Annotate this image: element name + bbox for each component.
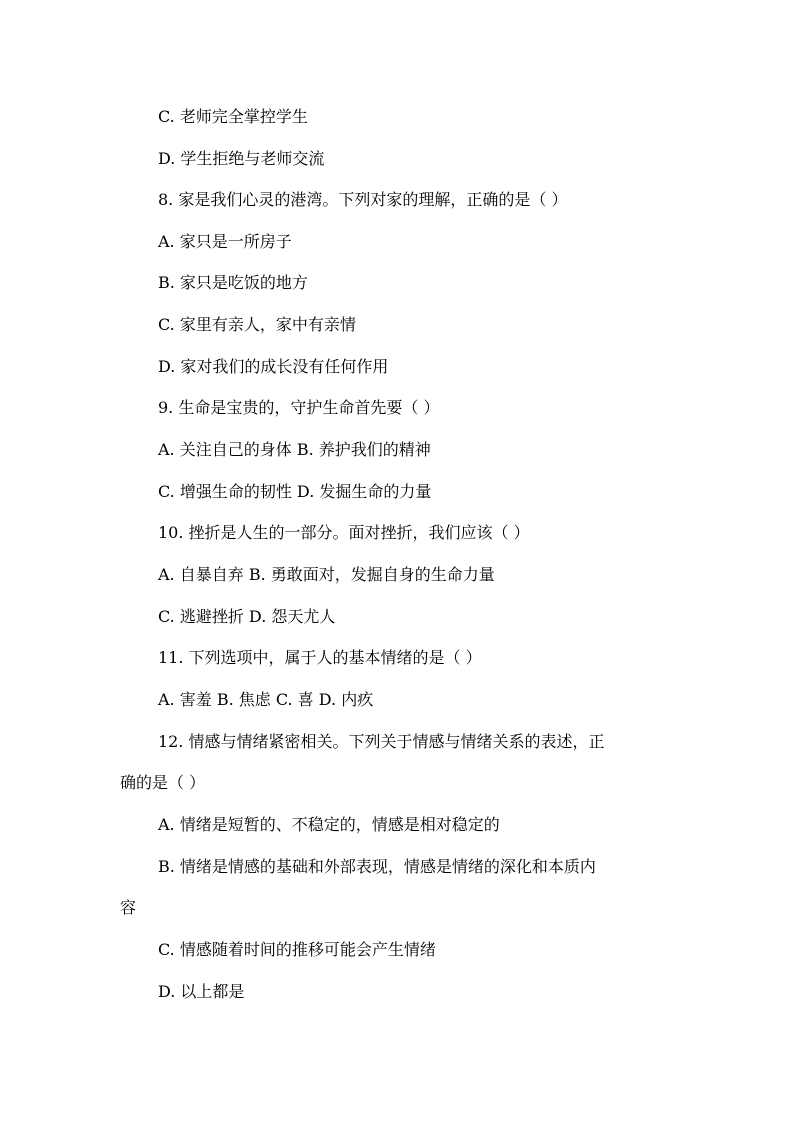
question-12-line-2: 确的是（ ） bbox=[120, 773, 206, 792]
q8-option-d: D. 家对我们的成长没有任何作用 bbox=[158, 357, 389, 376]
q8-option-a: A. 家只是一所房子 bbox=[158, 232, 292, 251]
q12-option-c: C. 情感随着时间的推移可能会产生情绪 bbox=[158, 940, 436, 959]
question-11: 11. 下列选项中，属于人的基本情绪的是（ ） bbox=[158, 648, 482, 667]
q10-options-cd: C. 逃避挫折 D. 怨天尤人 bbox=[158, 607, 336, 626]
q10-options-ab: A. 自暴自弃 B. 勇敢面对，发掘自身的生命力量 bbox=[158, 565, 495, 584]
question-8: 8. 家是我们心灵的港湾。下列对家的理解，正确的是（ ） bbox=[158, 190, 568, 209]
q8-option-c: C. 家里有亲人，家中有亲情 bbox=[158, 315, 356, 334]
q9-options-cd: C. 增强生命的韧性 D. 发掘生命的力量 bbox=[158, 482, 432, 501]
question-9: 9. 生命是宝贵的，守护生命首先要（ ） bbox=[158, 398, 440, 417]
question-10: 10. 挫折是人生的一部分。面对挫折，我们应该（ ） bbox=[158, 523, 530, 542]
q8-option-b: B. 家只是吃饭的地方 bbox=[158, 273, 308, 292]
q12-option-d: D. 以上都是 bbox=[158, 982, 245, 1001]
q12-option-b-line-1: B. 情绪是情感的基础和外部表现，情感是情绪的深化和本质内 bbox=[158, 857, 596, 876]
option-d-prev: D. 学生拒绝与老师交流 bbox=[158, 149, 325, 168]
q9-options-ab: A. 关注自己的身体 B. 养护我们的精神 bbox=[158, 440, 431, 459]
q11-options: A. 害羞 B. 焦虑 C. 喜 D. 内疚 bbox=[158, 690, 374, 709]
option-c-prev: C. 老师完全掌控学生 bbox=[158, 107, 308, 126]
q12-option-a: A. 情绪是短暂的、不稳定的，情感是相对稳定的 bbox=[158, 815, 500, 834]
question-12-line-1: 12. 情感与情绪紧密相关。下列关于情感与情绪关系的表述，正 bbox=[158, 732, 605, 751]
q12-option-b-line-2: 容 bbox=[120, 898, 137, 917]
